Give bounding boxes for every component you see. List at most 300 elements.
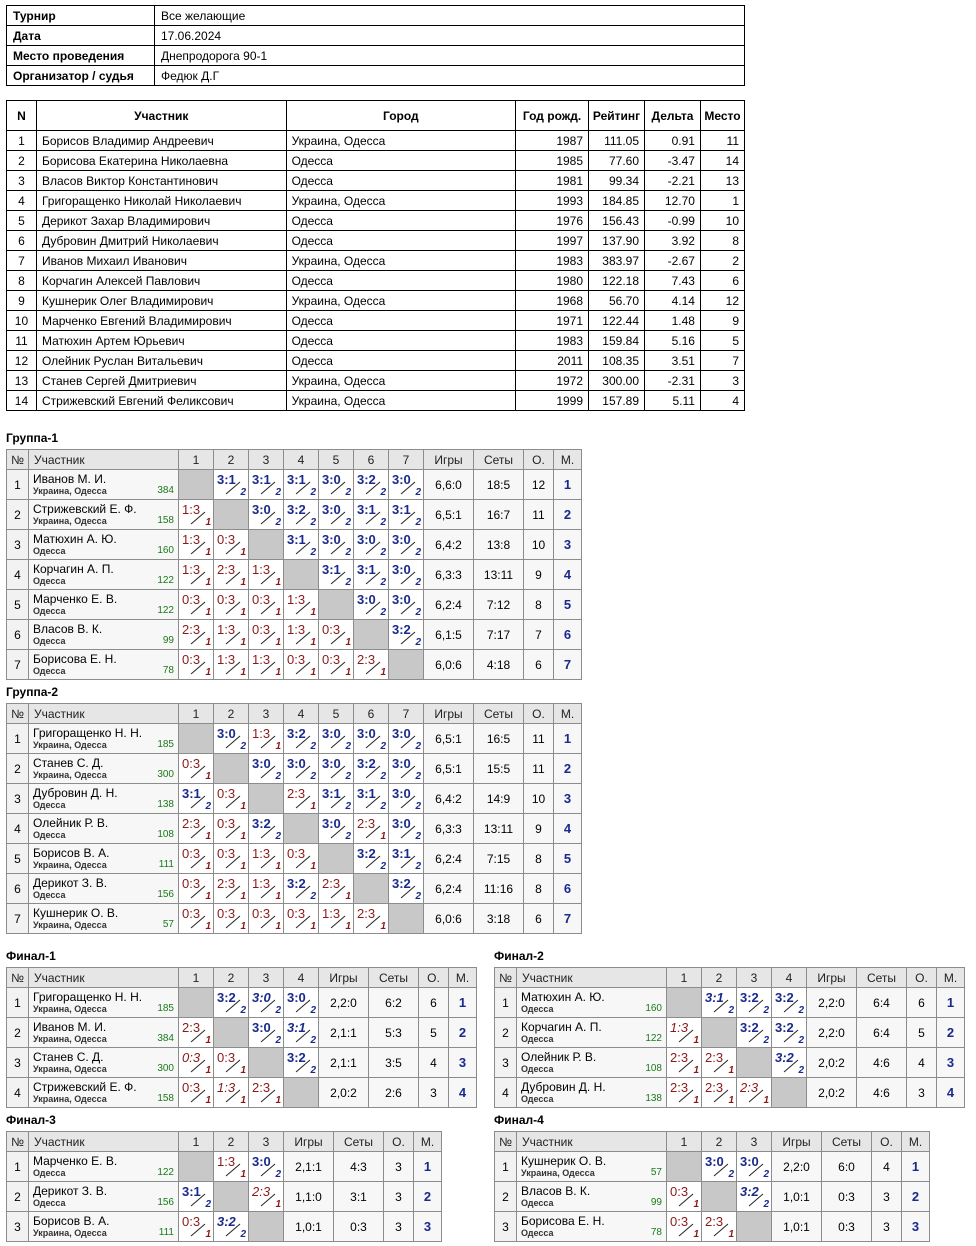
match-result-cell bbox=[214, 988, 249, 1018]
match-points: 2 bbox=[728, 1005, 734, 1016]
match-points: 1 bbox=[205, 1095, 211, 1106]
match-points: 2 bbox=[345, 487, 351, 498]
games-cell: 1,0:1 bbox=[772, 1212, 822, 1242]
player-rating: 57 bbox=[162, 919, 174, 930]
match-points: 1 bbox=[275, 1199, 281, 1210]
divider-slash-icon bbox=[225, 795, 241, 809]
group-row bbox=[495, 1078, 965, 1108]
match-result-cell bbox=[249, 590, 284, 620]
participant-rating: 108.35 bbox=[589, 351, 645, 371]
group-row bbox=[7, 500, 582, 530]
sets-cell: 2:6 bbox=[369, 1078, 419, 1108]
match-result-cell bbox=[354, 814, 389, 844]
group-title: Финал-3 bbox=[6, 1113, 56, 1127]
match-points: 1 bbox=[275, 667, 281, 678]
match-result-cell bbox=[737, 1078, 772, 1108]
group-table bbox=[494, 967, 965, 1108]
divider-slash-icon bbox=[365, 795, 381, 809]
player-cell bbox=[29, 560, 179, 590]
player-name: Борисова Е. Н. bbox=[521, 1213, 605, 1228]
group-row bbox=[7, 1078, 477, 1108]
self-cell bbox=[214, 1018, 249, 1048]
match-score: 3:0 bbox=[705, 1154, 724, 1169]
divider-slash-icon bbox=[260, 1029, 276, 1043]
group-row bbox=[7, 620, 582, 650]
participant-place: 7 bbox=[700, 351, 744, 371]
divider-slash-icon bbox=[400, 631, 416, 645]
match-result-cell bbox=[737, 1182, 772, 1212]
match-points: 2 bbox=[205, 801, 211, 812]
points-cell: 4 bbox=[419, 1048, 449, 1078]
match-result-cell bbox=[319, 470, 354, 500]
group-col-header: О. bbox=[907, 968, 937, 988]
participant-city: Одесса bbox=[286, 151, 516, 171]
match-points: 1 bbox=[763, 1095, 769, 1106]
match-points: 1 bbox=[693, 1229, 699, 1240]
info-value: Все желающие bbox=[155, 6, 745, 26]
match-result-cell bbox=[214, 530, 249, 560]
divider-slash-icon bbox=[260, 915, 276, 929]
group-row bbox=[495, 1152, 930, 1182]
match-result-cell bbox=[284, 1018, 319, 1048]
player-name: Борисова Е. Н. bbox=[33, 651, 117, 666]
divider-slash-icon bbox=[295, 795, 311, 809]
points-cell: 9 bbox=[524, 814, 554, 844]
match-result-cell bbox=[389, 620, 424, 650]
divider-slash-icon bbox=[295, 511, 311, 525]
self-cell bbox=[319, 590, 354, 620]
divider-slash-icon bbox=[330, 481, 346, 495]
match-result-cell bbox=[702, 988, 737, 1018]
self-cell bbox=[179, 470, 214, 500]
match-result-cell bbox=[319, 754, 354, 784]
match-score: 0:3 bbox=[217, 906, 236, 921]
match-score: 3:0 bbox=[252, 756, 271, 771]
match-result-cell bbox=[667, 1212, 702, 1242]
divider-slash-icon bbox=[365, 601, 381, 615]
participant-number: 14 bbox=[7, 391, 37, 411]
divider-slash-icon bbox=[190, 1029, 206, 1043]
divider-slash-icon bbox=[678, 1193, 694, 1207]
match-score: 2:3 bbox=[670, 1080, 689, 1095]
match-points: 1 bbox=[205, 891, 211, 902]
match-score: 3:2 bbox=[217, 990, 236, 1005]
points-cell: 12 bbox=[524, 470, 554, 500]
divider-slash-icon bbox=[225, 855, 241, 869]
match-score: 1:3 bbox=[287, 592, 306, 607]
match-result-cell bbox=[389, 844, 424, 874]
place-cell: 5 bbox=[554, 590, 582, 620]
self-cell bbox=[249, 530, 284, 560]
player-city: Одесса bbox=[33, 635, 66, 646]
divider-slash-icon bbox=[260, 885, 276, 899]
match-points: 2 bbox=[345, 547, 351, 558]
self-cell bbox=[772, 1078, 807, 1108]
match-score: 3:0 bbox=[392, 756, 411, 771]
divider-slash-icon bbox=[260, 511, 276, 525]
match-points: 1 bbox=[240, 637, 246, 648]
match-points: 2 bbox=[380, 741, 386, 752]
match-result-cell bbox=[737, 1152, 772, 1182]
row-number: 5 bbox=[7, 590, 29, 620]
match-points: 1 bbox=[240, 831, 246, 842]
participant-delta: 0.91 bbox=[645, 131, 701, 151]
match-score: 0:3 bbox=[322, 652, 341, 667]
group-row bbox=[7, 904, 582, 934]
sets-cell: 16:5 bbox=[474, 724, 524, 754]
player-rating: 122 bbox=[157, 1167, 174, 1178]
sets-cell: 18:5 bbox=[474, 470, 524, 500]
player-name: Корчагин А. П. bbox=[33, 561, 114, 576]
divider-slash-icon bbox=[678, 1059, 694, 1073]
match-score: 3:1 bbox=[392, 502, 411, 517]
match-result-cell bbox=[214, 904, 249, 934]
participant-place: 14 bbox=[700, 151, 744, 171]
player-city: Украина, Одесса bbox=[33, 919, 107, 930]
match-score: 0:3 bbox=[182, 1214, 201, 1229]
participant-delta: 7.43 bbox=[645, 271, 701, 291]
participants-header-row bbox=[7, 101, 745, 131]
player-name: Власов В. К. bbox=[33, 621, 103, 636]
games-cell: 6,0:6 bbox=[424, 904, 474, 934]
match-result-cell bbox=[249, 470, 284, 500]
group-row bbox=[7, 844, 582, 874]
participant-place: 6 bbox=[700, 271, 744, 291]
player-city: Одесса bbox=[33, 799, 66, 810]
match-score: 3:0 bbox=[392, 816, 411, 831]
games-cell: 6,4:2 bbox=[424, 784, 474, 814]
match-result-cell bbox=[389, 530, 424, 560]
group-col-header: 1 bbox=[179, 450, 214, 470]
games-cell: 2,2:0 bbox=[807, 1018, 857, 1048]
player-rating: 122 bbox=[157, 605, 174, 616]
player-cell bbox=[29, 724, 179, 754]
place-cell: 7 bbox=[554, 904, 582, 934]
group-col-header: О. bbox=[524, 450, 554, 470]
self-cell bbox=[737, 1048, 772, 1078]
match-points: 1 bbox=[240, 577, 246, 588]
match-score: 3:0 bbox=[392, 592, 411, 607]
games-cell: 6,5:1 bbox=[424, 754, 474, 784]
match-result-cell bbox=[389, 724, 424, 754]
match-score: 3:2 bbox=[217, 1214, 236, 1229]
match-points: 1 bbox=[693, 1065, 699, 1076]
player-city: Одесса bbox=[521, 1033, 554, 1044]
match-points: 1 bbox=[240, 1169, 246, 1180]
sets-cell: 7:17 bbox=[474, 620, 524, 650]
match-points: 1 bbox=[205, 637, 211, 648]
match-result-cell bbox=[319, 500, 354, 530]
divider-slash-icon bbox=[295, 999, 311, 1013]
match-points: 2 bbox=[380, 801, 386, 812]
match-result-cell bbox=[179, 754, 214, 784]
group-row bbox=[495, 1212, 930, 1242]
self-cell bbox=[179, 724, 214, 754]
player-name: Кушнерик О. В. bbox=[33, 905, 119, 920]
self-cell bbox=[284, 814, 319, 844]
place-cell: 2 bbox=[449, 1018, 477, 1048]
player-cell bbox=[517, 988, 667, 1018]
divider-slash-icon bbox=[783, 1059, 799, 1073]
points-cell: 9 bbox=[524, 560, 554, 590]
participant-row bbox=[7, 211, 745, 231]
match-score: 3:2 bbox=[287, 1050, 306, 1065]
divider-slash-icon bbox=[783, 999, 799, 1013]
row-number: 4 bbox=[7, 560, 29, 590]
group-col-header: № bbox=[7, 1132, 29, 1152]
sets-cell: 7:15 bbox=[474, 844, 524, 874]
match-result-cell bbox=[249, 1182, 284, 1212]
match-result-cell bbox=[249, 1018, 284, 1048]
match-result-cell bbox=[667, 1018, 702, 1048]
match-result-cell bbox=[249, 1152, 284, 1182]
match-result-cell bbox=[214, 1048, 249, 1078]
match-result-cell bbox=[179, 874, 214, 904]
participant-birth-year: 1980 bbox=[516, 271, 589, 291]
match-points: 1 bbox=[240, 667, 246, 678]
place-cell: 2 bbox=[937, 1018, 965, 1048]
participant-number: 6 bbox=[7, 231, 37, 251]
match-points: 2 bbox=[763, 1005, 769, 1016]
match-score: 2:3 bbox=[252, 1184, 271, 1199]
group-row bbox=[7, 814, 582, 844]
divider-slash-icon bbox=[365, 825, 381, 839]
divider-slash-icon bbox=[400, 825, 416, 839]
match-points: 1 bbox=[240, 1065, 246, 1076]
divider-slash-icon bbox=[400, 855, 416, 869]
group-col-header: 3 bbox=[249, 968, 284, 988]
divider-slash-icon bbox=[295, 1029, 311, 1043]
match-points: 2 bbox=[345, 517, 351, 528]
group-title: Группа-1 bbox=[6, 431, 59, 445]
group-col-header: 2 bbox=[214, 450, 249, 470]
player-cell bbox=[517, 1182, 667, 1212]
group-col-header: 5 bbox=[319, 704, 354, 724]
match-score: 1:3 bbox=[182, 532, 201, 547]
match-score: 1:3 bbox=[217, 622, 236, 637]
match-score: 1:3 bbox=[217, 1080, 236, 1095]
group-col-header: Сеты bbox=[822, 1132, 872, 1152]
divider-slash-icon bbox=[260, 661, 276, 675]
games-cell: 6,5:1 bbox=[424, 724, 474, 754]
player-rating: 384 bbox=[157, 1033, 174, 1044]
match-score: 3:1 bbox=[182, 786, 201, 801]
participant-rating: 122.44 bbox=[589, 311, 645, 331]
match-result-cell bbox=[249, 724, 284, 754]
match-score: 3:1 bbox=[252, 472, 271, 487]
self-cell bbox=[249, 1048, 284, 1078]
divider-slash-icon bbox=[295, 735, 311, 749]
participant-name: Олейник Руслан Витальевич bbox=[36, 351, 286, 371]
divider-slash-icon bbox=[330, 541, 346, 555]
match-points: 1 bbox=[275, 921, 281, 932]
divider-slash-icon bbox=[190, 915, 206, 929]
group-row bbox=[7, 470, 582, 500]
match-result-cell bbox=[214, 874, 249, 904]
group-row bbox=[7, 754, 582, 784]
group-col-header: 2 bbox=[214, 1132, 249, 1152]
match-points: 2 bbox=[415, 547, 421, 558]
divider-slash-icon bbox=[190, 1223, 206, 1237]
group-table bbox=[6, 449, 582, 680]
divider-slash-icon bbox=[400, 885, 416, 899]
match-points: 1 bbox=[205, 607, 211, 618]
sets-cell: 3:5 bbox=[369, 1048, 419, 1078]
participant-row bbox=[7, 391, 745, 411]
place-cell: 3 bbox=[554, 784, 582, 814]
player-rating: 78 bbox=[162, 665, 174, 676]
games-cell: 1,0:1 bbox=[772, 1182, 822, 1212]
match-points: 1 bbox=[205, 831, 211, 842]
player-rating: 122 bbox=[645, 1033, 662, 1044]
participant-name: Станев Сергей Дмитриевич bbox=[36, 371, 286, 391]
match-points: 2 bbox=[310, 1065, 316, 1076]
match-points: 2 bbox=[415, 801, 421, 812]
match-score: 3:0 bbox=[322, 816, 341, 831]
match-result-cell bbox=[284, 620, 319, 650]
sets-cell: 0:3 bbox=[822, 1212, 872, 1242]
place-cell: 3 bbox=[554, 530, 582, 560]
divider-slash-icon bbox=[783, 1029, 799, 1043]
match-points: 2 bbox=[380, 577, 386, 588]
match-score: 3:0 bbox=[287, 990, 306, 1005]
match-score: 0:3 bbox=[182, 1050, 201, 1065]
group-col-header: № bbox=[495, 1132, 517, 1152]
player-name: Стрижевский Е. Ф. bbox=[33, 501, 137, 516]
participant-name: Борисов Владимир Андреевич bbox=[36, 131, 286, 151]
divider-slash-icon bbox=[225, 1163, 241, 1177]
info-key: Место проведения bbox=[7, 46, 155, 66]
divider-slash-icon bbox=[190, 855, 206, 869]
match-score: 0:3 bbox=[252, 622, 271, 637]
points-cell: 5 bbox=[907, 1018, 937, 1048]
match-score: 3:2 bbox=[740, 1184, 759, 1199]
group-col-header: Игры bbox=[807, 968, 857, 988]
match-score: 3:2 bbox=[775, 1020, 794, 1035]
match-score: 3:0 bbox=[252, 1154, 271, 1169]
participant-name: Марченко Евгений Владимирович bbox=[36, 311, 286, 331]
divider-slash-icon bbox=[260, 1193, 276, 1207]
participant-rating: 111.05 bbox=[589, 131, 645, 151]
match-points: 1 bbox=[275, 861, 281, 872]
match-score: 2:3 bbox=[182, 1020, 201, 1035]
match-score: 1:3 bbox=[217, 1154, 236, 1169]
player-city: Украина, Одесса bbox=[33, 859, 107, 870]
match-result-cell bbox=[319, 814, 354, 844]
points-cell: 3 bbox=[384, 1152, 414, 1182]
match-result-cell bbox=[179, 904, 214, 934]
match-result-cell bbox=[284, 590, 319, 620]
divider-slash-icon bbox=[295, 541, 311, 555]
player-rating: 300 bbox=[157, 769, 174, 780]
match-result-cell bbox=[214, 620, 249, 650]
group-title: Группа-2 bbox=[6, 685, 59, 699]
player-cell bbox=[517, 1018, 667, 1048]
match-score: 3:2 bbox=[287, 876, 306, 891]
match-score: 1:3 bbox=[252, 726, 271, 741]
games-cell: 2,2:0 bbox=[319, 988, 369, 1018]
match-score: 0:3 bbox=[182, 846, 201, 861]
sets-cell: 0:3 bbox=[334, 1212, 384, 1242]
match-result-cell bbox=[319, 904, 354, 934]
row-number: 7 bbox=[7, 650, 29, 680]
participant-birth-year: 2011 bbox=[516, 351, 589, 371]
match-points: 1 bbox=[205, 517, 211, 528]
participant-city: Украина, Одесса bbox=[286, 191, 516, 211]
place-cell: 2 bbox=[414, 1182, 442, 1212]
match-points: 1 bbox=[275, 637, 281, 648]
match-score: 2:3 bbox=[357, 906, 376, 921]
info-value: 17.06.2024 bbox=[155, 26, 745, 46]
match-score: 3:0 bbox=[322, 472, 341, 487]
match-points: 2 bbox=[345, 831, 351, 842]
match-result-cell bbox=[249, 988, 284, 1018]
player-cell bbox=[29, 1212, 179, 1242]
participant-city: Украина, Одесса bbox=[286, 291, 516, 311]
player-city: Украина, Одесса bbox=[33, 739, 107, 750]
points-cell: 3 bbox=[872, 1212, 902, 1242]
player-city: Одесса bbox=[521, 1063, 554, 1074]
match-score: 0:3 bbox=[217, 592, 236, 607]
player-rating: 160 bbox=[645, 1003, 662, 1014]
match-result-cell bbox=[284, 650, 319, 680]
match-points: 2 bbox=[415, 741, 421, 752]
match-score: 3:0 bbox=[252, 990, 271, 1005]
match-score: 0:3 bbox=[322, 622, 341, 637]
match-score: 0:3 bbox=[182, 756, 201, 771]
row-number: 5 bbox=[7, 844, 29, 874]
match-points: 2 bbox=[728, 1169, 734, 1180]
player-city: Украина, Одесса bbox=[33, 1063, 107, 1074]
match-points: 2 bbox=[310, 741, 316, 752]
player-city: Украина, Одесса bbox=[33, 1033, 107, 1044]
player-city: Украина, Одесса bbox=[33, 485, 107, 496]
match-result-cell bbox=[319, 560, 354, 590]
participant-rating: 56.70 bbox=[589, 291, 645, 311]
match-points: 2 bbox=[275, 1035, 281, 1046]
place-cell: 2 bbox=[554, 754, 582, 784]
player-city: Одесса bbox=[33, 1197, 66, 1208]
participant-birth-year: 1983 bbox=[516, 331, 589, 351]
group-table bbox=[6, 703, 582, 934]
info-row bbox=[7, 26, 745, 46]
group-col-header: 3 bbox=[249, 1132, 284, 1152]
participant-birth-year: 1983 bbox=[516, 251, 589, 271]
divider-slash-icon bbox=[295, 915, 311, 929]
group-col-header: 1 bbox=[667, 968, 702, 988]
place-cell: 3 bbox=[902, 1212, 930, 1242]
participant-rating: 157.89 bbox=[589, 391, 645, 411]
match-points: 2 bbox=[763, 1199, 769, 1210]
divider-slash-icon bbox=[260, 481, 276, 495]
divider-slash-icon bbox=[365, 735, 381, 749]
match-result-cell bbox=[214, 724, 249, 754]
match-score: 3:0 bbox=[392, 532, 411, 547]
participant-city: Одесса bbox=[286, 171, 516, 191]
group-col-header: Участник bbox=[29, 968, 179, 988]
player-city: Украина, Одесса bbox=[33, 1093, 107, 1104]
divider-slash-icon bbox=[400, 735, 416, 749]
group-row bbox=[7, 1152, 442, 1182]
row-number: 6 bbox=[7, 874, 29, 904]
group-col-header: Сеты bbox=[369, 968, 419, 988]
match-result-cell bbox=[389, 814, 424, 844]
place-cell: 6 bbox=[554, 874, 582, 904]
match-result-cell bbox=[249, 500, 284, 530]
divider-slash-icon bbox=[330, 765, 346, 779]
player-city: Одесса bbox=[33, 889, 66, 900]
player-rating: 156 bbox=[157, 889, 174, 900]
